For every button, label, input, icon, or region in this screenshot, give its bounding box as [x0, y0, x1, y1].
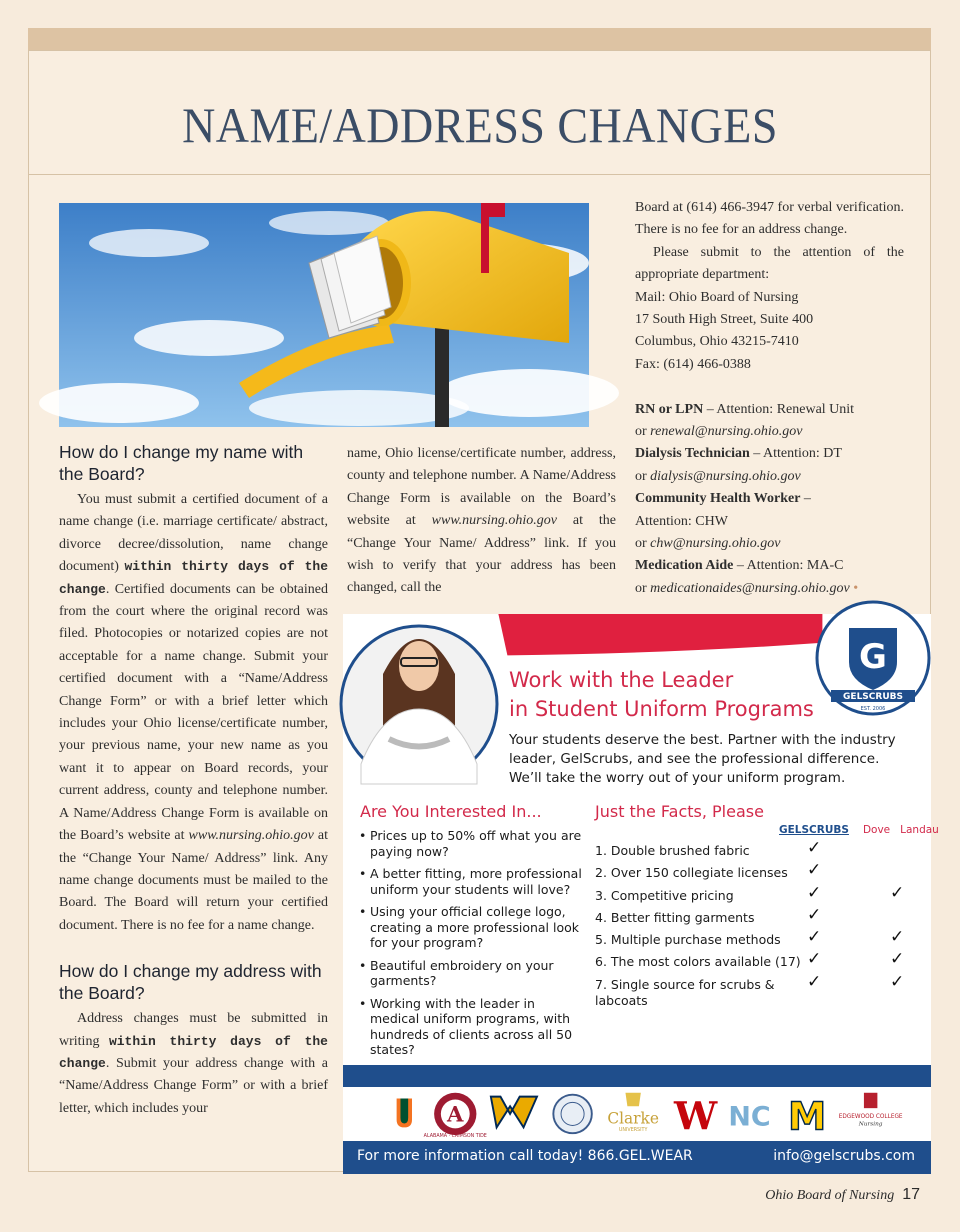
check-icon: ✓	[807, 860, 822, 881]
clarke-logo	[607, 1093, 659, 1133]
seal-logo	[553, 1095, 591, 1133]
list-item: • Working with the leader in medical uniform programs, with hundreds of clients across all 50 states?	[357, 996, 582, 1058]
facts-table	[595, 838, 925, 1008]
contact-dialysis: Dialysis Technician – Attention: DT	[635, 446, 842, 462]
check-icon: ✓	[807, 927, 822, 948]
check-icon: ✓	[890, 971, 905, 992]
heading-name-change: How do I change my name with the Board?	[59, 442, 304, 484]
page-title: NAME/ADDRESS CHANGES	[182, 97, 778, 153]
west-virginia-logo	[491, 1097, 537, 1128]
logo-letter: G	[859, 637, 887, 677]
column-1	[59, 441, 328, 1120]
gelscrubs-advertisement[interactable]	[343, 614, 939, 1174]
svg-text:Nursing: Nursing	[858, 1121, 883, 1128]
svg-text:NC: NC	[728, 1101, 771, 1133]
svg-text:M: M	[788, 1094, 827, 1140]
end-mark: •	[853, 580, 859, 596]
column-3	[635, 197, 904, 600]
contact-med-aide: Medication Aide – Attention: MA-C	[635, 558, 844, 574]
facts-heading: Just the Facts, Please	[595, 802, 764, 821]
wisconsin-logo	[673, 1094, 718, 1139]
page-footer	[765, 1186, 920, 1204]
svg-text:UNIVERSITY: UNIVERSITY	[618, 1128, 648, 1134]
submit-paragraph: Please submit to the attention of the appropriate department:	[635, 244, 904, 283]
paragraph-name-change: You must submit a certified document of a name change (i.e. marriage certificate/ abstract, divorce decree/dissolution, name change document) within thirty days of the change. Certified documents can be obtained from the court where the original record was filed. Photocopies or notarized copies are not acceptable for a name change. Submit your certified document with a “Name/Address Change Form” or with a brief letter which includes your Ohio license/certificate number, your previous name, your new name as you want it to appear on Board records, your current address, county and telephone number. A Name/Address Change Form is available on the Board’s website at www.nursing.ohio.gov at the “Change Your Name/ Address” link. Any name change documents must be mailed to the Board. The Board will return your certified document. There is no fee for a name change.	[59, 492, 328, 933]
website-link[interactable]: www.nursing.ohio.gov	[188, 828, 314, 844]
fact-row: 5. Multiple purchase methods ✓ ✓	[595, 927, 905, 948]
fact-row: 6. The most colors available (17) ✓ ✓	[595, 949, 905, 970]
mail-line-3: Columbus, Ohio 43215-7410	[635, 334, 799, 350]
fax-line: Fax: (614) 466-0388	[635, 356, 751, 372]
verify-paragraph: Board at (614) 466-3947 for verbal verification. There is no fee for an address change.	[635, 200, 904, 238]
ad-footer	[343, 1141, 931, 1174]
check-icon: ✓	[807, 838, 822, 858]
ad-headline: Work with the Leader in Student Uniform Programs	[509, 668, 814, 721]
list-item: • Prices up to 50% off what you are paying now?	[357, 828, 582, 859]
ad-blue-band	[343, 1065, 931, 1087]
fact-row: 7. Single source for scrubs & labcoats ✓ ✓	[595, 971, 905, 1008]
svg-text:A: A	[447, 1101, 464, 1127]
list-item: • Beautiful embroidery on your garments?	[357, 958, 582, 989]
mailbox-illustration	[59, 203, 589, 427]
mail-line-2: 17 South High Street, Suite 400	[635, 312, 814, 328]
contact-chw-email: or chw@nursing.ohio.gov	[635, 536, 781, 552]
check-icon: ✓	[807, 904, 822, 925]
svg-text:W: W	[674, 1094, 718, 1140]
fact-row: 2. Over 150 collegiate licenses ✓	[595, 860, 822, 881]
med-aide-email-link[interactable]: medicationaides@nursing.ohio.gov	[650, 580, 850, 596]
logo-est: EST. 2006	[860, 706, 886, 712]
svg-text:EDGEWOOD COLLEGE: EDGEWOOD COLLEGE	[838, 1113, 903, 1120]
brand-landau: Landau	[900, 824, 939, 836]
alabama-label: ALABAMA · CRIMSON TIDE	[423, 1134, 487, 1139]
dialysis-email-link[interactable]: dialysis@nursing.ohio.gov	[650, 468, 801, 484]
check-icon: ✓	[890, 927, 905, 948]
ad-subheadline: Your students deserve the best. Partner with the industry leader, GelScrubs, and see the professional difference. We’ll take the worry out of your uniform program.	[509, 732, 896, 786]
check-icon: ✓	[807, 971, 822, 992]
check-icon: ✓	[890, 949, 905, 970]
mail-line-1: Mail: Ohio Board of Nursing	[635, 289, 799, 305]
contact-chw: Community Health Worker –	[635, 491, 811, 507]
contact-rn-lpn: RN or LPN – Attention: Renewal Unit	[635, 401, 855, 417]
nurse-photo	[343, 614, 503, 799]
contact-rn-lpn-email: or renewal@nursing.ohio.gov	[635, 424, 803, 440]
heading-address-change: How do I change my address with the Board?	[59, 961, 322, 1004]
page-number: 17	[902, 1186, 920, 1203]
list-item: • Using your official college logo, creating a more professional look for your program?	[357, 904, 582, 951]
fact-row: 4. Better fitting garments ✓	[595, 904, 822, 925]
renewal-email-link[interactable]: renewal@nursing.ohio.gov	[650, 424, 803, 440]
mailbox-photo	[59, 203, 589, 427]
contact-med-aide-email: or medicationaides@nursing.ohio.gov •	[635, 580, 859, 596]
ad-email-link[interactable]: info@gelscrubs.com	[773, 1148, 915, 1164]
paragraph-address-change: Address changes must be submitted in writing within thirty days of the change. Submit your address change with a “Name/Address Change Form” or with a brief letter, which includes your	[59, 1011, 328, 1116]
paragraph-continued: name, Ohio license/certificate number, address, county and telephone number. A Name/Address Change Form is available on the Board’s website at www.nursing.ohio.gov at the “Change Your Name/ Address” link. If you wish to verify that your address has been changed, call the	[347, 446, 616, 596]
check-icon: ✓	[807, 882, 822, 903]
brand-columns	[779, 824, 939, 836]
website-link-2[interactable]: www.nursing.ohio.gov	[431, 513, 558, 529]
contact-chw-attention: Attention: CHW	[635, 513, 728, 529]
chw-email-link[interactable]: chw@nursing.ohio.gov	[650, 536, 781, 552]
title-rule	[28, 174, 931, 175]
miami-u-logo	[397, 1099, 412, 1128]
svg-text:Clarke: Clarke	[607, 1109, 659, 1128]
unc-logo	[728, 1101, 770, 1132]
check-icon: ✓	[807, 949, 822, 970]
brand-dove: Dove	[862, 824, 891, 836]
interested-list	[357, 828, 582, 1065]
fact-row: 3. Competitive pricing ✓ ✓	[595, 882, 905, 903]
check-icon: ✓	[890, 882, 905, 903]
publication-name: Ohio Board of Nursing	[765, 1188, 895, 1203]
list-item: • A better fitting, more professional uniform your students will love?	[357, 866, 582, 897]
call-text[interactable]: For more information call today! 866.GEL.WEAR	[357, 1148, 693, 1164]
contact-dialysis-email: or dialysis@nursing.ohio.gov	[635, 468, 801, 484]
alabama-logo	[434, 1093, 476, 1135]
interested-heading: Are You Interested In...	[360, 802, 542, 821]
michigan-logo	[788, 1094, 826, 1139]
brand-gelscrubs: GELSCRUBS	[779, 824, 849, 836]
top-color-band	[28, 28, 931, 50]
edgewood-logo	[839, 1093, 903, 1128]
logo-name: GELSCRUBS	[843, 692, 903, 702]
gelscrubs-logo	[815, 614, 931, 714]
fact-row: 1. Double brushed fabric ✓	[595, 838, 822, 858]
college-logos	[343, 1087, 931, 1140]
column-2	[347, 443, 616, 600]
